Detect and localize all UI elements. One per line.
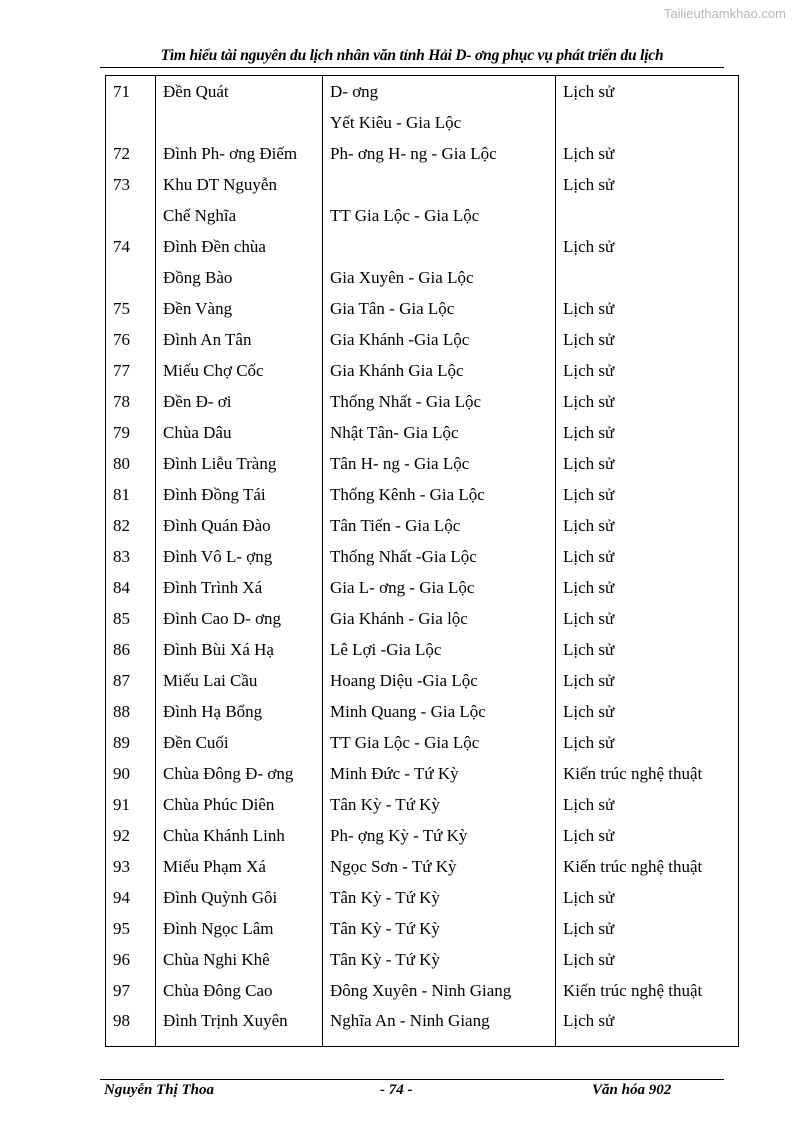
cell-site-name: Đền Vàng	[156, 293, 323, 324]
footer-author: Nguyễn Thị Thoa	[104, 1082, 215, 1098]
cell-site-name	[156, 107, 323, 138]
cell-category: Lịch sử	[556, 572, 739, 603]
cell-location: Gia Xuyên - Gia Lộc	[323, 262, 556, 293]
cell-category: Lịch sử	[556, 882, 739, 913]
table-row	[106, 975, 739, 1006]
cell-location: Yết Kiêu - Gia Lộc	[323, 107, 556, 138]
table-row	[106, 324, 739, 355]
heritage-table-body	[106, 76, 739, 1047]
cell-location: TT Gia Lộc - Gia Lộc	[323, 727, 556, 758]
cell-category: Lịch sử	[556, 169, 739, 200]
table-row	[106, 293, 739, 324]
cell-site-name: Khu DT Nguyễn	[156, 169, 323, 200]
table-row	[106, 169, 739, 200]
cell-site-name: Chùa Đông Cao	[156, 975, 323, 1006]
table-row	[106, 417, 739, 448]
cell-location: TT Gia Lộc - Gia Lộc	[323, 200, 556, 231]
table-row	[106, 696, 739, 727]
table-row	[106, 944, 739, 975]
cell-category: Lịch sử	[556, 293, 739, 324]
cell-category: Lịch sử	[556, 231, 739, 262]
heritage-table	[105, 75, 739, 1047]
cell-site-name: Chùa Khánh Linh	[156, 820, 323, 851]
cell-row-number: 90	[106, 758, 156, 789]
cell-row-number: 72	[106, 138, 156, 169]
table-row	[106, 758, 739, 789]
cell-category: Lịch sử	[556, 76, 739, 108]
cell-location: Gia Khánh - Gia lộc	[323, 603, 556, 634]
cell-category: Lịch sử	[556, 820, 739, 851]
cell-location: Nhật Tân- Gia Lộc	[323, 417, 556, 448]
cell-site-name: Đình Ph- ơng Điếm	[156, 138, 323, 169]
cell-site-name: Đình Bùi Xá Hạ	[156, 634, 323, 665]
cell-site-name: Đình Đồng Tái	[156, 479, 323, 510]
table-row	[106, 386, 739, 417]
cell-site-name: Đình Hạ Bổng	[156, 696, 323, 727]
cell-site-name: Chế Nghĩa	[156, 200, 323, 231]
table-row	[106, 603, 739, 634]
cell-row-number: 97	[106, 975, 156, 1006]
table-row	[106, 262, 739, 293]
cell-row-number: 79	[106, 417, 156, 448]
cell-row-number: 75	[106, 293, 156, 324]
cell-location: Nghĩa An - Ninh Giang	[323, 1006, 556, 1047]
cell-site-name: Đình Trịnh Xuyên	[156, 1006, 323, 1047]
cell-row-number: 96	[106, 944, 156, 975]
cell-category: Lịch sử	[556, 603, 739, 634]
cell-category	[556, 200, 739, 231]
cell-category: Kiến trúc nghệ thuật	[556, 851, 739, 882]
table-row	[106, 851, 739, 882]
cell-row-number: 81	[106, 479, 156, 510]
cell-row-number: 77	[106, 355, 156, 386]
cell-location: Hoang Diệu -Gia Lộc	[323, 665, 556, 696]
cell-location: Thống Kênh - Gia Lộc	[323, 479, 556, 510]
cell-category	[556, 107, 739, 138]
table-row	[106, 727, 739, 758]
cell-category: Lịch sử	[556, 510, 739, 541]
heritage-table-container	[105, 75, 738, 1047]
cell-location: Minh Đức - Tứ Kỳ	[323, 758, 556, 789]
cell-row-number: 83	[106, 541, 156, 572]
cell-site-name: Đền Cuối	[156, 727, 323, 758]
cell-site-name: Đình Quỳnh Gôi	[156, 882, 323, 913]
cell-location: Tân H- ng - Gia Lộc	[323, 448, 556, 479]
cell-site-name: Đồng Bào	[156, 262, 323, 293]
table-row	[106, 510, 739, 541]
footer-page-number: - 74 -	[380, 1082, 413, 1098]
cell-category: Lịch sử	[556, 479, 739, 510]
cell-location: Tân Kỳ - Tứ Kỳ	[323, 789, 556, 820]
table-row	[106, 448, 739, 479]
cell-row-number: 87	[106, 665, 156, 696]
cell-category: Lịch sử	[556, 1006, 739, 1047]
cell-category: Lịch sử	[556, 541, 739, 572]
cell-row-number: 86	[106, 634, 156, 665]
table-row	[106, 789, 739, 820]
cell-location: Gia Tân - Gia Lộc	[323, 293, 556, 324]
table-row	[106, 1006, 739, 1047]
page-header-title: Tìm hiểu tài nguyên du lịch nhân văn tỉnh Hải D- ơng phục vụ phát triển du lịch	[160, 47, 664, 64]
cell-location: Tân Kỳ - Tứ Kỳ	[323, 944, 556, 975]
cell-row-number: 78	[106, 386, 156, 417]
cell-row-number: 94	[106, 882, 156, 913]
cell-site-name: Chùa Đông Đ- ơng	[156, 758, 323, 789]
cell-category: Lịch sử	[556, 634, 739, 665]
watermark: Tailieuthamkhao.com	[663, 6, 786, 21]
cell-row-number: 93	[106, 851, 156, 882]
cell-category: Lịch sử	[556, 696, 739, 727]
cell-location: Tân Kỳ - Tứ Kỳ	[323, 882, 556, 913]
cell-location: Đông Xuyên - Ninh Giang	[323, 975, 556, 1006]
table-row	[106, 634, 739, 665]
header-divider	[100, 67, 724, 68]
footer-class: Văn hóa 902	[592, 1082, 672, 1098]
cell-site-name: Đình Liễu Tràng	[156, 448, 323, 479]
table-row	[106, 138, 739, 169]
cell-site-name: Đình Đền chùa	[156, 231, 323, 262]
table-row	[106, 107, 739, 138]
cell-category: Lịch sử	[556, 417, 739, 448]
cell-site-name: Miếu Chợ Cốc	[156, 355, 323, 386]
cell-location: Ngọc Sơn - Tứ Kỳ	[323, 851, 556, 882]
cell-category: Lịch sử	[556, 665, 739, 696]
cell-location: Tân Kỳ - Tứ Kỳ	[323, 913, 556, 944]
cell-location: Gia Khánh Gia Lộc	[323, 355, 556, 386]
cell-row-number	[106, 262, 156, 293]
cell-row-number: 84	[106, 572, 156, 603]
table-row	[106, 665, 739, 696]
footer-divider	[100, 1079, 724, 1080]
cell-site-name: Đền Đ- ơi	[156, 386, 323, 417]
cell-location: D- ơng	[323, 76, 556, 108]
cell-location: Gia Khánh -Gia Lộc	[323, 324, 556, 355]
table-row	[106, 820, 739, 851]
cell-row-number	[106, 107, 156, 138]
cell-site-name: Đình Cao D- ơng	[156, 603, 323, 634]
cell-location: Minh Quang - Gia Lộc	[323, 696, 556, 727]
cell-location: Tân Tiến - Gia Lộc	[323, 510, 556, 541]
cell-category: Lịch sử	[556, 138, 739, 169]
cell-site-name: Đình Quán Đào	[156, 510, 323, 541]
cell-site-name: Đình Vô L- ợng	[156, 541, 323, 572]
cell-row-number: 71	[106, 76, 156, 108]
cell-location	[323, 231, 556, 262]
cell-row-number	[106, 200, 156, 231]
cell-row-number: 89	[106, 727, 156, 758]
cell-category: Lịch sử	[556, 913, 739, 944]
cell-location: Thống Nhất - Gia Lộc	[323, 386, 556, 417]
cell-location: Thống Nhất -Gia Lộc	[323, 541, 556, 572]
cell-location: Lê Lợi -Gia Lộc	[323, 634, 556, 665]
cell-row-number: 85	[106, 603, 156, 634]
cell-site-name: Đình Ngọc Lâm	[156, 913, 323, 944]
cell-row-number: 88	[106, 696, 156, 727]
table-row	[106, 479, 739, 510]
cell-site-name: Miếu Lai Cầu	[156, 665, 323, 696]
cell-category: Kiến trúc nghệ thuật	[556, 758, 739, 789]
table-row	[106, 76, 739, 108]
cell-category: Lịch sử	[556, 386, 739, 417]
cell-category: Lịch sử	[556, 727, 739, 758]
cell-site-name: Chùa Nghi Khê	[156, 944, 323, 975]
cell-category: Lịch sử	[556, 355, 739, 386]
cell-location: Gia L- ơng - Gia Lộc	[323, 572, 556, 603]
cell-row-number: 82	[106, 510, 156, 541]
cell-category: Kiến trúc nghệ thuật	[556, 975, 739, 1006]
cell-location: Ph- ơng H- ng - Gia Lộc	[323, 138, 556, 169]
cell-row-number: 92	[106, 820, 156, 851]
cell-site-name: Đình Trình Xá	[156, 572, 323, 603]
cell-site-name: Chùa Dâu	[156, 417, 323, 448]
table-row	[106, 572, 739, 603]
table-row	[106, 913, 739, 944]
cell-site-name: Miếu Phạm Xá	[156, 851, 323, 882]
cell-row-number: 95	[106, 913, 156, 944]
cell-site-name: Đền Quát	[156, 76, 323, 108]
cell-row-number: 76	[106, 324, 156, 355]
cell-category: Lịch sử	[556, 324, 739, 355]
table-row	[106, 231, 739, 262]
cell-row-number: 74	[106, 231, 156, 262]
cell-category: Lịch sử	[556, 789, 739, 820]
cell-category	[556, 262, 739, 293]
table-row	[106, 882, 739, 913]
cell-row-number: 91	[106, 789, 156, 820]
cell-row-number: 98	[106, 1006, 156, 1047]
cell-site-name: Chùa Phúc Diên	[156, 789, 323, 820]
table-row	[106, 541, 739, 572]
cell-site-name: Đình An Tân	[156, 324, 323, 355]
cell-row-number: 80	[106, 448, 156, 479]
cell-location	[323, 169, 556, 200]
cell-location: Ph- ợng Kỳ - Tứ Kỳ	[323, 820, 556, 851]
cell-category: Lịch sử	[556, 448, 739, 479]
table-row	[106, 355, 739, 386]
cell-category: Lịch sử	[556, 944, 739, 975]
table-row	[106, 200, 739, 231]
cell-row-number: 73	[106, 169, 156, 200]
